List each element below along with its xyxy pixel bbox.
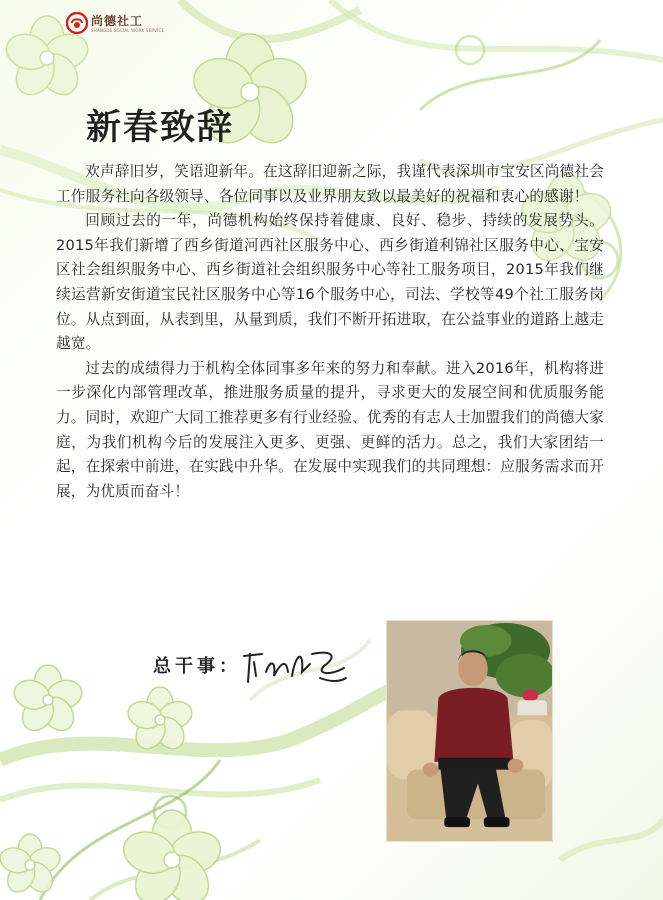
signature-label: 总干事： bbox=[153, 656, 241, 677]
page-title: 新春致辞 bbox=[86, 107, 235, 148]
paragraph-review: 回顾过去的一年，尚德机构始终保持着健康、良好、稳步、持续的发展势头。2015年我们新增了西乡街道河西社区服务中心、西乡街道利锦社区服务中心、宝安区社会组织服务中心、西乡街道社会组织服务中心等社工服务项目，2015年我们继续运营新安街道宝民社区服务中心等16个服务中心，司法、学校等49个社工服务岗位。从点到面，从表到里，从量到质，我们不断开拓进取，在公益事业的道路上越走越宽。 bbox=[56, 212, 604, 353]
paragraph-outlook: 过去的成绩得力于机构全体同事多年来的努力和奉献。进入2016年，机构将进一步深化内部管理改革，推进服务质量的提升，寻求更大的发展空间和优质服务能力。同时，欢迎广大同工推荐更多有行业经验、优秀的有志人士加盟我们的尚德大家庭，为我们机构今后的发展注入更多、更强、更鲜的活力。总之，我们大家团结一起，在探索中前进，在实践中升华。在发展中实现我们的共同理想：应服务需求而开展，为优质而奋斗！ bbox=[56, 359, 604, 500]
flower-bottom-corner bbox=[0, 834, 63, 897]
flower-bottom-left bbox=[10, 665, 85, 737]
flower-bottom-large bbox=[118, 810, 225, 900]
paragraph-greeting: 欢声辞旧岁，笑语迎新年。在这辞旧迎新之际，我谨代表深圳市宝安区尚德社会工作服务社向各级领导、各位同事以及业界朋友致以最美好的祝福和衷心的感谢！ bbox=[56, 163, 604, 205]
organization-logo bbox=[66, 12, 165, 38]
speech-body bbox=[56, 160, 604, 504]
handwritten-signature bbox=[240, 642, 350, 690]
logo-name: 尚德社工 bbox=[91, 14, 144, 28]
director-photo bbox=[386, 620, 553, 842]
logo-tagline: SHANGDE SOCIAL WORK SERVICE bbox=[91, 28, 165, 33]
logo-mark-icon bbox=[66, 12, 88, 34]
